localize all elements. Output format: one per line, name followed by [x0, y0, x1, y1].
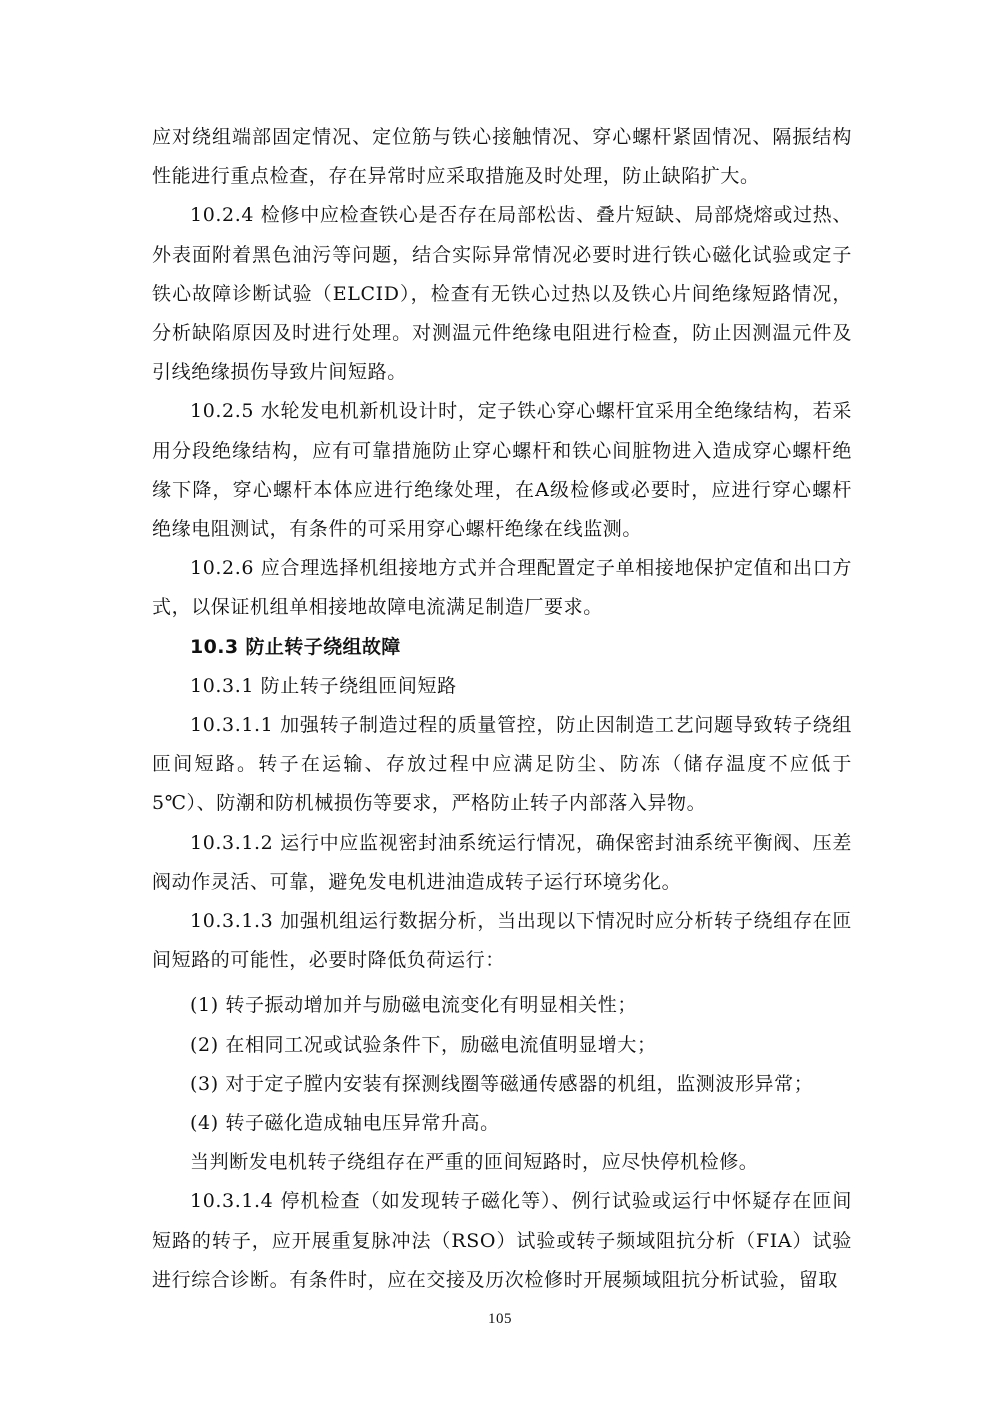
- paragraph-10-3-1-1: 10.3.1.1 加强转子制造过程的质量管控，防止因制造工艺问题导致转子绕组匝间短路。转子在运输、存放过程中应满足防尘、防冻（储存温度不应低于5℃）、防潮和防机械损伤等要求，严格防止转子内部落入异物。: [152, 714, 852, 815]
- list-item-2: (2) 在相同工况或试验条件下，励磁电流值明显增大；: [190, 1033, 657, 1056]
- paragraph-10-2-6: 10.2.6 应合理选择机组接地方式并合理配置定子单相接地保护定值和出口方式，以保证机组单相接地故障电流满足制造厂要求。: [152, 557, 852, 619]
- paragraph-10-2-5: 10.2.5 水轮发电机新机设计时，定子铁心穿心螺杆宜采用全绝缘结构，若采用分段绝缘结构，应有可靠措施防止穿心螺杆和铁心间脏物进入造成穿心螺杆绝缘下降，穿心螺杆本体应进行绝缘处理，在A级检修或必要时，应进行穿心螺杆绝缘电阻测试，有条件的可采用穿心螺杆绝缘在线监测。: [152, 400, 852, 541]
- subsection-heading-10-3-1: 10.3.1 防止转子绕组匝间短路: [190, 674, 457, 697]
- paragraph-conclusion: 当判断发电机转子绕组存在严重的匝间短路时，应尽快停机检修。: [190, 1151, 759, 1174]
- paragraph-10-3-1-4: 10.3.1.4 停机检查（如发现转子磁化等）、例行试验或运行中怀疑存在匝间短路的转子，应开展重复脉冲法（RSO）试验或转子频域阻抗分析（FIA）试验进行综合诊断。有条件时，应在交接及历次检修时开展频域阻抗分析试验，留取: [152, 1190, 852, 1291]
- paragraph-continuation: 应对绕组端部固定情况、定位筋与铁心接触情况、穿心螺杆紧固情况、隔振结构性能进行重点检查，存在异常时应采取措施及时处理，防止缺陷扩大。: [152, 126, 852, 188]
- list-item-3: (3) 对于定子膛内安装有探测线圈等磁通传感器的机组，监测波形异常；: [190, 1072, 814, 1095]
- list-item-4: (4) 转子磁化造成轴电压异常升高。: [190, 1112, 500, 1135]
- paragraph-10-2-4: 10.2.4 检修中应检查铁心是否存在局部松齿、叠片短缺、局部烧熔或过热、外表面附着黑色油污等问题，结合实际异常情况必要时进行铁心磁化试验或定子铁心故障诊断试验（ELCID），检查有无铁心过热以及铁心片间绝缘短路情况，分析缺陷原因及时进行处理。对测温元件绝缘电阻进行检查，防止因测温元件及引线绝缘损伤导致片间短路。: [152, 204, 852, 384]
- paragraph-10-3-1-2: 10.3.1.2 运行中应监视密封油系统运行情况，确保密封油系统平衡阀、压差阀动作灵活、可靠，避免发电机进油造成转子运行环境劣化。: [152, 831, 852, 893]
- paragraph-10-3-1-3: 10.3.1.3 加强机组运行数据分析，当出现以下情况时应分析转子绕组存在匝间短路的可能性，必要时降低负荷运行：: [152, 910, 852, 972]
- list-item-1: (1) 转子振动增加并与励磁电流变化有明显相关性；: [190, 994, 637, 1017]
- page-number: 105: [488, 1311, 512, 1327]
- section-heading-10-3: 10.3 防止转子绕组故障: [190, 635, 401, 658]
- document-body: [152, 118, 852, 1300]
